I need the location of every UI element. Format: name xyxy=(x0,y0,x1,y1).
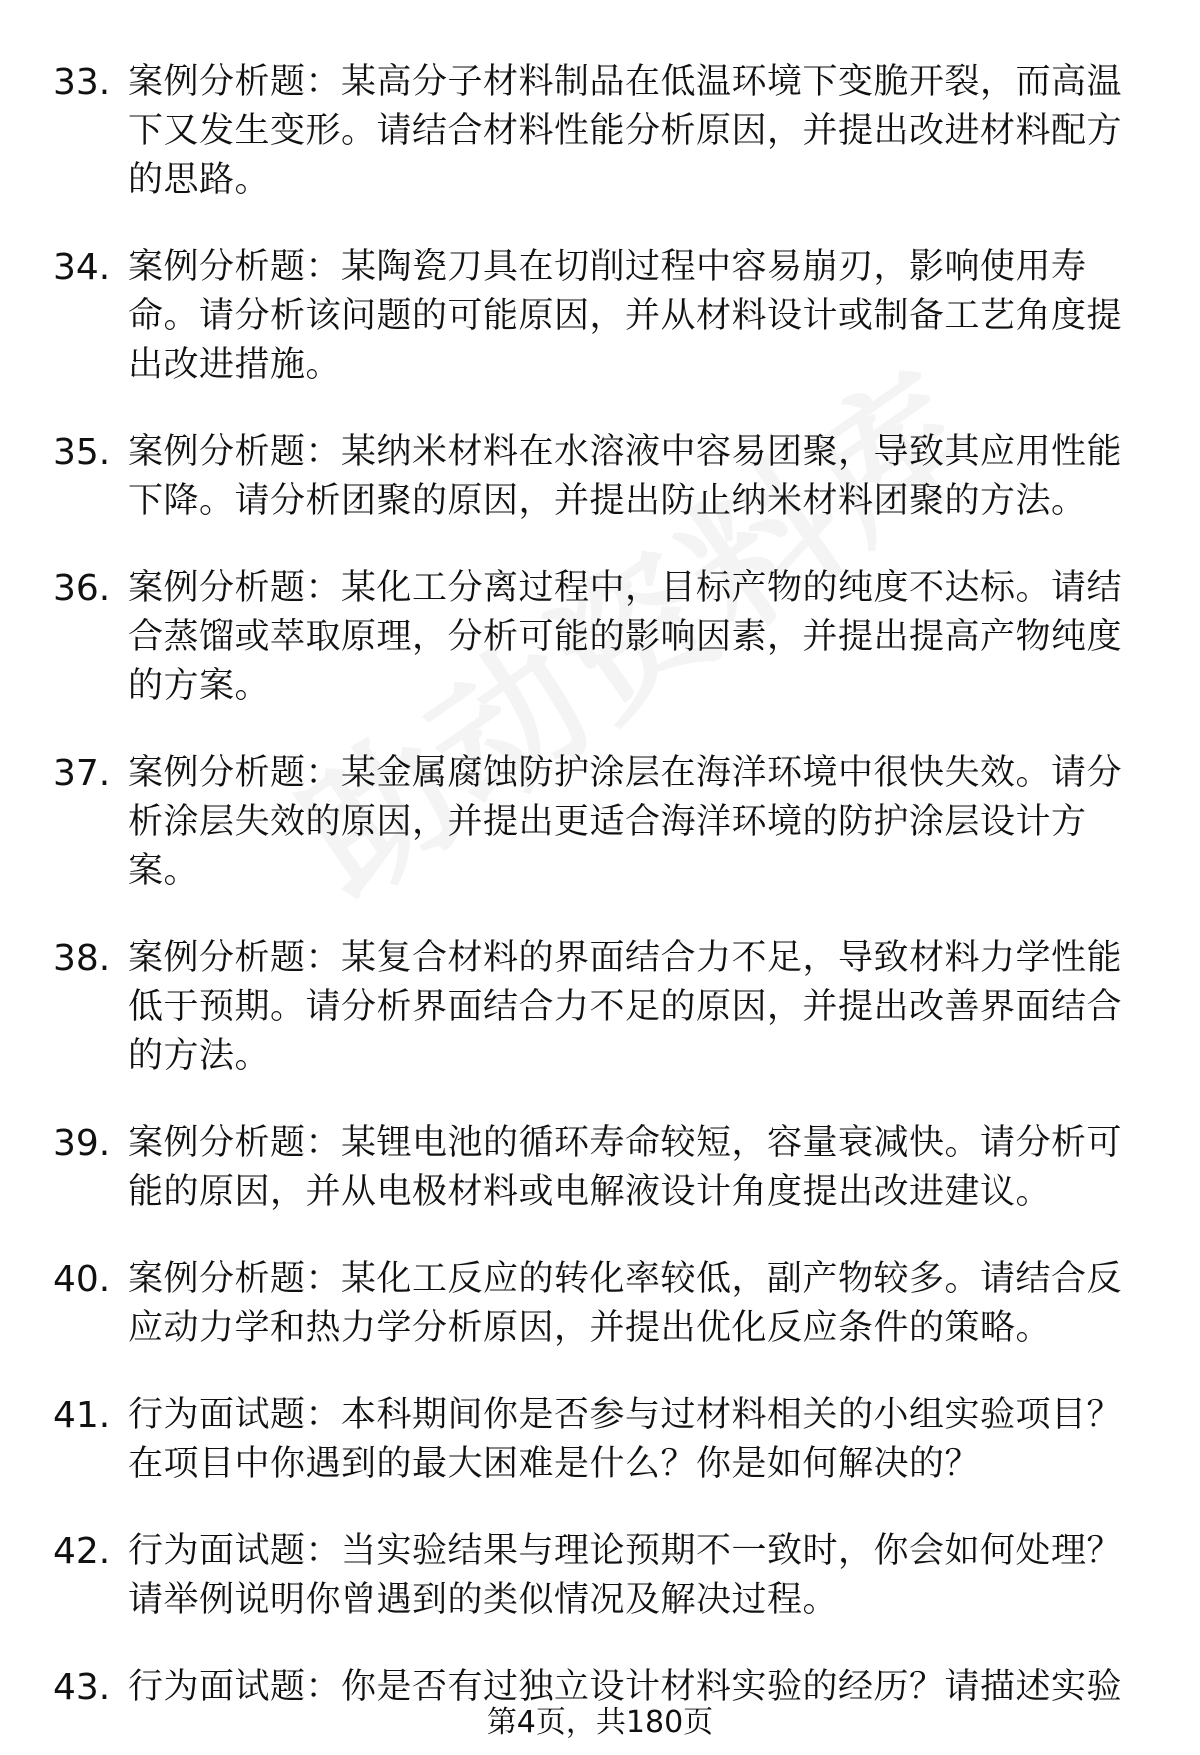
question-number: 41. xyxy=(53,1395,111,1436)
question-number: 38. xyxy=(53,938,111,979)
question-item xyxy=(0,58,1200,205)
question-number: 34. xyxy=(53,247,111,288)
question-text: 行为面试题：本科期间你是否参与过材料相关的小组实验项目？在项目中你遇到的最大困难是什么？你是如何解决的？ xyxy=(128,1395,1123,1484)
question-item xyxy=(0,1391,1200,1489)
question-item xyxy=(0,934,1200,1081)
question-item xyxy=(0,564,1200,711)
question-item xyxy=(0,1119,1200,1217)
question-item xyxy=(0,243,1200,390)
question-item xyxy=(0,1255,1200,1353)
page-footer: 第4页，共180页 xyxy=(486,1705,714,1740)
question-number: 36. xyxy=(53,568,111,609)
question-number: 42. xyxy=(53,1531,111,1572)
question-text: 案例分析题：某纳米材料在水溶液中容易团聚，导致其应用性能下降。请分析团聚的原因，并提出防止纳米材料团聚的方法。 xyxy=(128,432,1123,521)
question-text: 案例分析题：某化工反应的转化率较低，副产物较多。请结合反应动力学和热力学分析原因，并提出优化反应条件的策略。 xyxy=(128,1259,1123,1348)
question-text: 案例分析题：某金属腐蚀防护涂层在海洋环境中很快失效。请分析涂层失效的原因，并提出更适合海洋环境的防护涂层设计方案。 xyxy=(128,753,1123,891)
question-text: 案例分析题：某复合材料的界面结合力不足，导致材料力学性能低于预期。请分析界面结合力不足的原因，并提出改善界面结合的方法。 xyxy=(128,938,1123,1076)
question-text: 案例分析题：某高分子材料制品在低温环境下变脆开裂，而高温下又发生变形。请结合材料性能分析原因，并提出改进材料配方的思路。 xyxy=(128,62,1123,200)
question-item xyxy=(0,1527,1200,1625)
question-number: 39. xyxy=(53,1123,111,1164)
question-text: 案例分析题：某化工分离过程中，目标产物的纯度不达标。请结合蒸馏或萃取原理，分析可能的影响因素，并提出提高产物纯度的方案。 xyxy=(128,568,1123,706)
question-number: 35. xyxy=(53,432,111,473)
question-number: 43. xyxy=(53,1667,111,1708)
question-text: 行为面试题：你是否有过独立设计材料实验的经历？请描述实验 xyxy=(128,1667,1123,1707)
question-list xyxy=(0,58,1200,1750)
question-number: 33. xyxy=(53,62,111,103)
question-number: 37. xyxy=(53,753,111,794)
question-number: 40. xyxy=(53,1259,111,1300)
question-text: 案例分析题：某锂电池的循环寿命较短，容量衰减快。请分析可能的原因，并从电极材料或电解液设计角度提出改进建议。 xyxy=(128,1123,1123,1212)
question-text: 行为面试题：当实验结果与理论预期不一致时，你会如何处理？请举例说明你曾遇到的类似情况及解决过程。 xyxy=(128,1531,1123,1620)
question-text: 案例分析题：某陶瓷刀具在切削过程中容易崩刃，影响使用寿命。请分析该问题的可能原因，并从材料设计或制备工艺角度提出改进措施。 xyxy=(128,247,1123,385)
question-item xyxy=(0,749,1200,896)
question-item xyxy=(0,428,1200,526)
